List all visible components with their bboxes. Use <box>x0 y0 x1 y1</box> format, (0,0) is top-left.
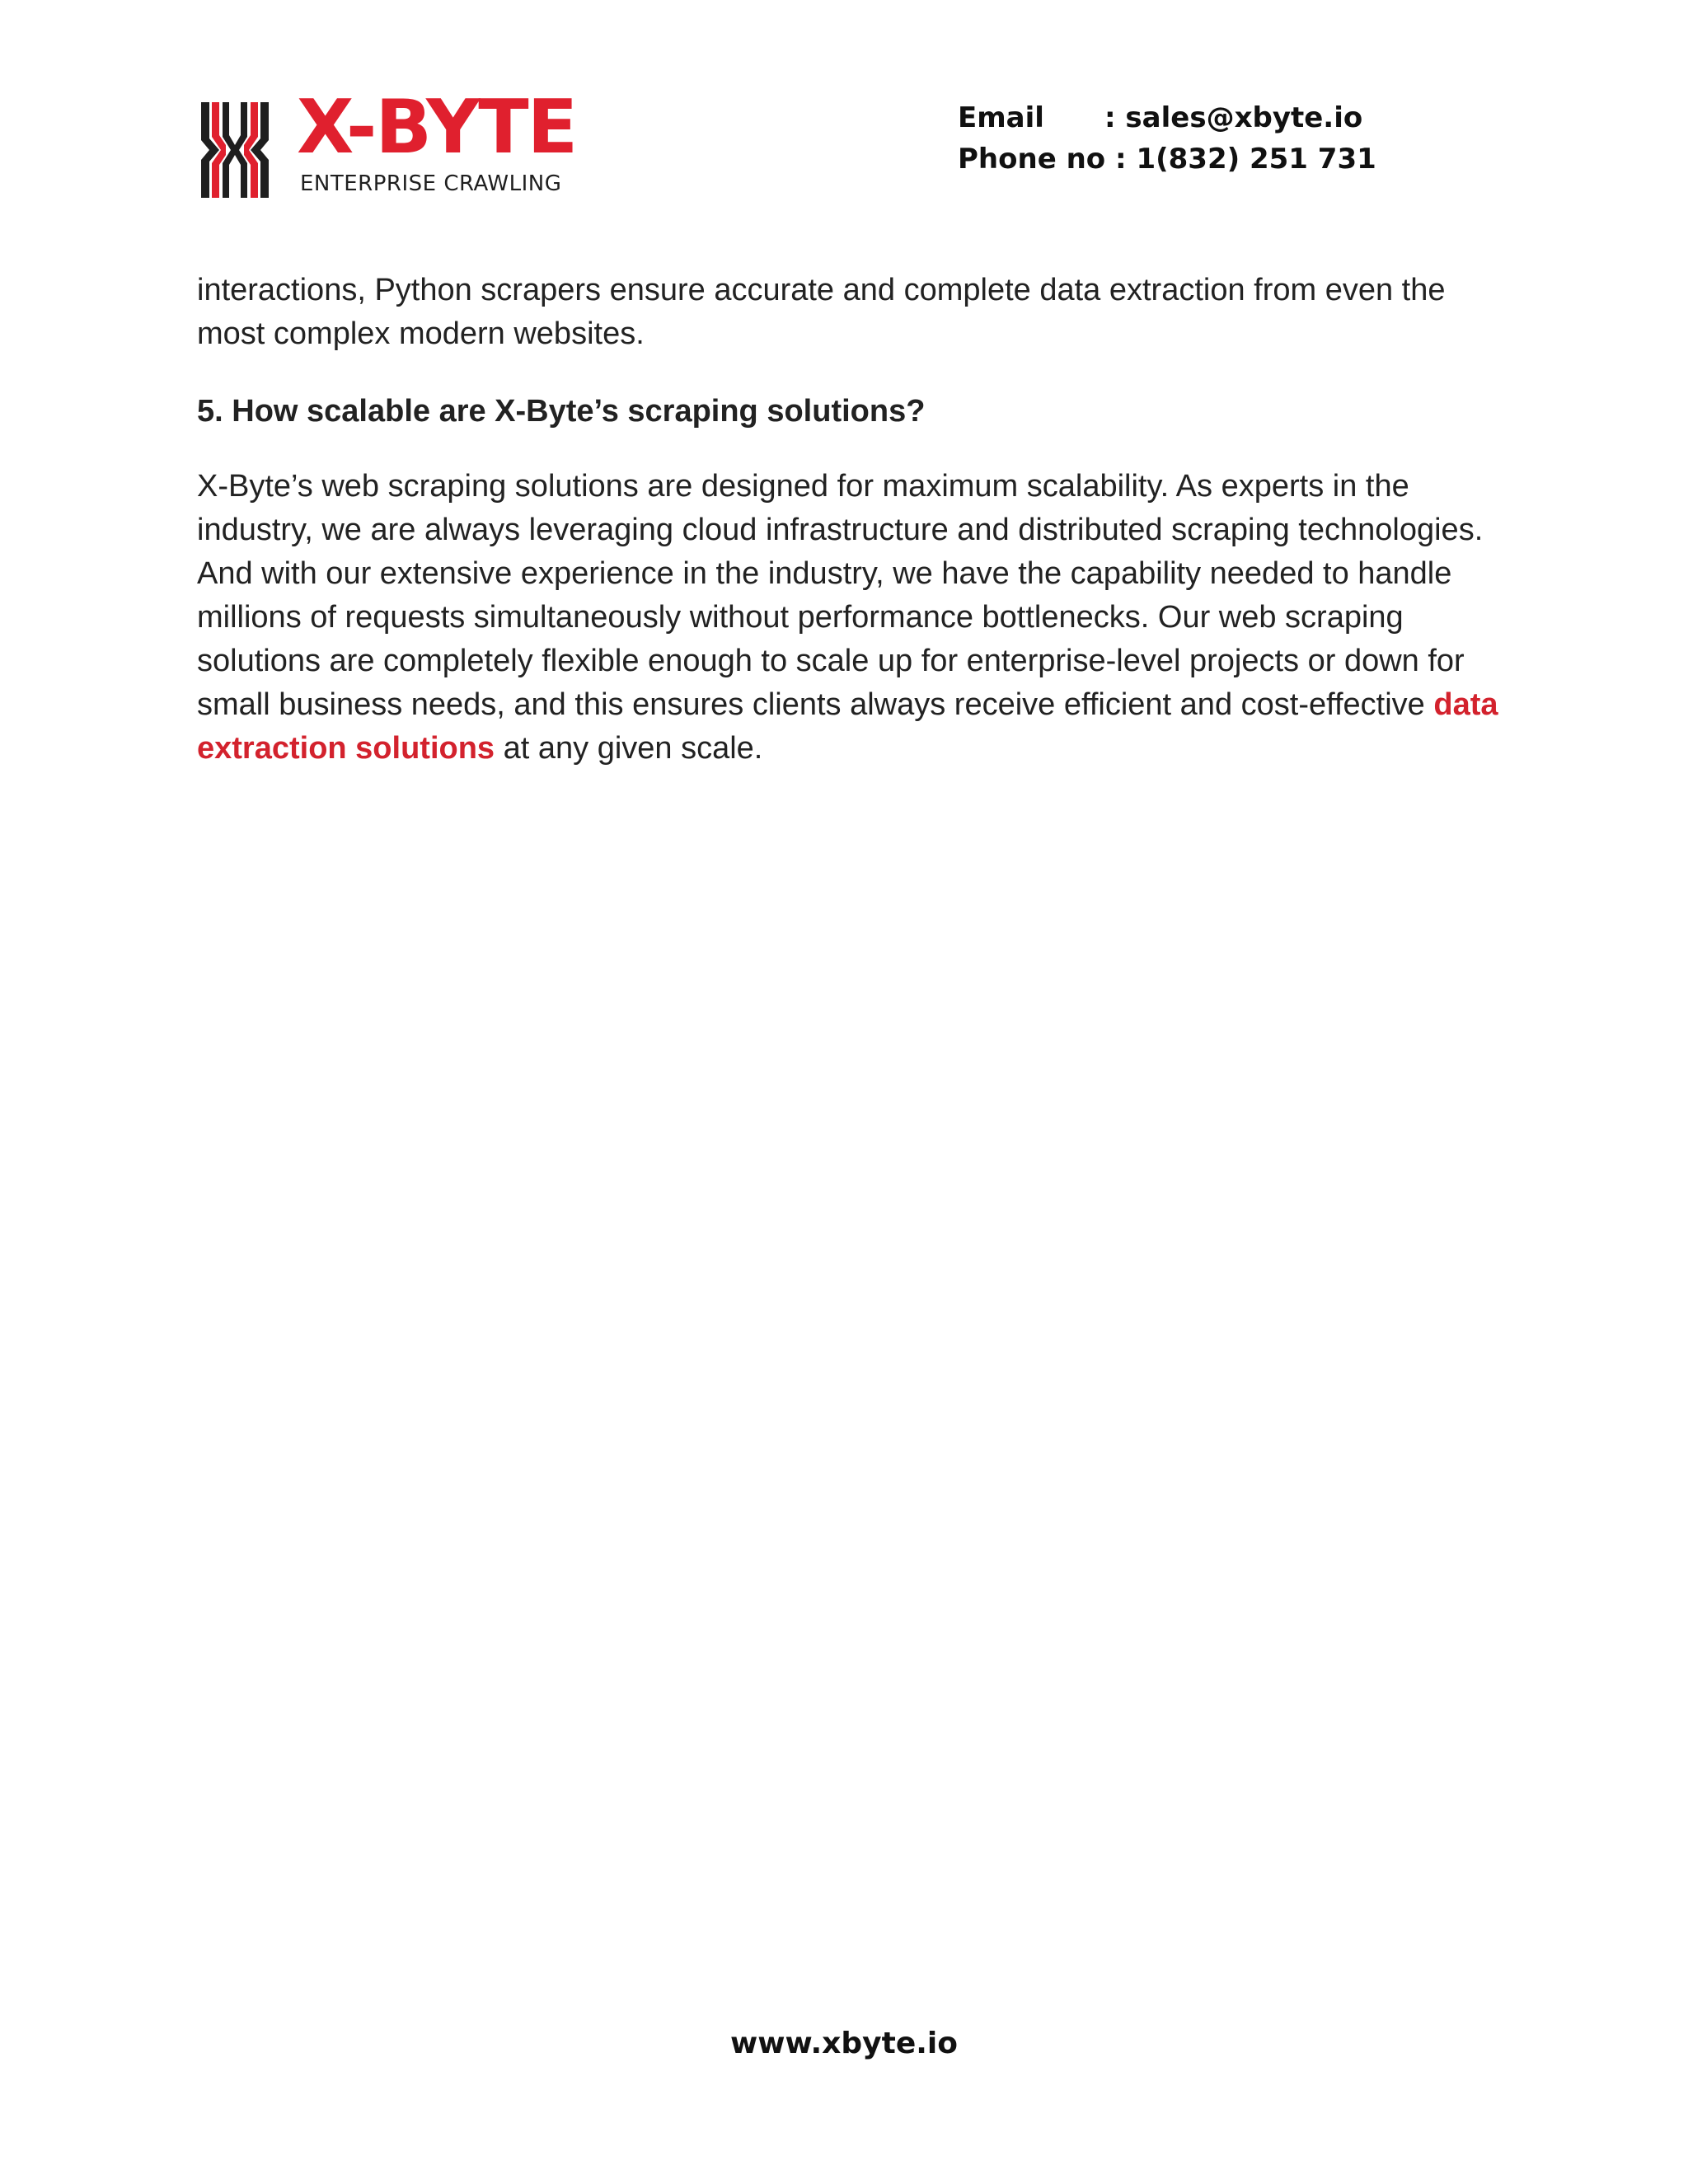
company-logo <box>201 84 597 201</box>
email-label: Email <box>958 101 1044 134</box>
data-extraction-solutions-link[interactable]: data extraction solutions <box>197 687 1498 766</box>
faq-answer-text: X-Byte’s web scraping solutions are designed for maximum scalability. As experts in the industry, we are always leveraging cloud infrastructure and distributed scraping technologies. And with our extensive experience in the industry, we have the capability needed to handle millions of requests simultaneously without performance bottlenecks. Our web scraping solutions are completely flexible enough to scale up for enterprise-level projects or down for small business needs, and this ensures clients always receive efficient and cost-effective <box>197 469 1484 722</box>
faq-answer <box>197 465 1507 771</box>
contact-info <box>958 97 1376 180</box>
phone-row <box>958 138 1376 180</box>
email-value[interactable]: : sales@xbyte.io <box>1104 101 1363 134</box>
phone-value[interactable]: 1(832) 251 731 <box>1136 143 1376 176</box>
logo-wordmark: X-BYTE <box>297 84 577 171</box>
intro-paragraph: interactions, Python scrapers ensure accurate and complete data extraction from even the most complex modern websites. <box>197 273 1446 351</box>
footer-website[interactable]: www.xbyte.io <box>730 2027 958 2060</box>
logo-tagline: ENTERPRISE CRAWLING <box>300 171 562 196</box>
x-byte-logo-icon <box>201 102 269 198</box>
email-row <box>958 97 1376 138</box>
document-body <box>197 269 1507 771</box>
phone-label: Phone no : <box>958 143 1127 176</box>
faq-answer-text-end: at any given scale. <box>495 731 763 766</box>
faq-heading: 5. How scalable are X-Byte’s scraping solutions? <box>197 394 926 429</box>
